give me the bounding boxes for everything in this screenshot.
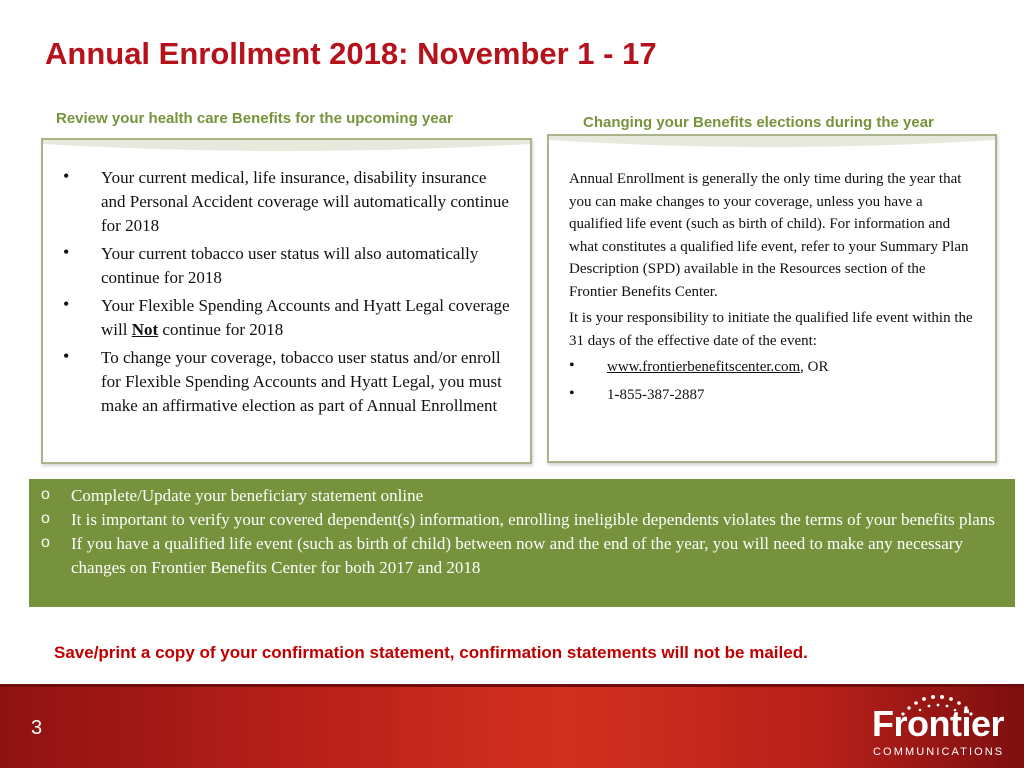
list-item-text-end: continue for 2018 <box>158 320 284 339</box>
phone-number: 1-855-387-2887 <box>607 386 705 403</box>
list-item-text: It is important to verify your covered dependent(s) information, enrolling ineligible dependents violates the terms of your benefits plans <box>71 510 995 529</box>
action-items-box <box>29 479 1015 607</box>
emphasis-not: Not <box>131 320 159 339</box>
list-item-text: Complete/Update your beneficiary statement online <box>71 486 424 505</box>
logo-subtitle: COMMUNICATIONS <box>873 746 1005 758</box>
list-item <box>61 294 511 342</box>
frontier-logo <box>864 693 1020 765</box>
right-info-panel <box>547 134 997 463</box>
bullet-marker: • <box>63 294 70 314</box>
slide-title: Annual Enrollment 2018: November 1 - 17 <box>45 36 657 71</box>
bullet-marker: • <box>63 166 70 186</box>
list-item <box>569 356 974 379</box>
panel-swoosh-decoration <box>549 136 995 154</box>
bullet-marker: o <box>41 534 50 551</box>
bullet-marker: • <box>569 384 575 402</box>
footer-bar <box>0 684 1024 768</box>
right-column-heading: Changing your Benefits elections during the year <box>583 114 934 131</box>
contact-list <box>569 356 974 406</box>
left-info-panel <box>41 138 532 464</box>
bullet-marker: o <box>41 486 50 503</box>
list-item-text: Your current tobacco user status will also automatically continue for 2018 <box>101 244 479 287</box>
bullet-marker: • <box>63 242 70 262</box>
list-item-text: Your current medical, life insurance, disability insurance and Personal Accident coverage will automatically continue for 2018 <box>101 168 509 235</box>
list-item-text: To change your coverage, tobacco user status and/or enroll for Flexible Spending Accounts and Hyatt Legal, you must make an affirmative election as part of Annual Enrollment <box>101 348 502 415</box>
logo-wordmark: Frontier <box>872 703 1005 744</box>
bullet-marker: • <box>569 357 575 374</box>
confirmation-notice: Save/print a copy of your confirmation statement, confirmation statements will not be mailed. <box>54 643 808 662</box>
bullet-marker: o <box>41 510 50 527</box>
list-item <box>61 242 511 290</box>
link-suffix: , OR <box>800 359 829 375</box>
list-item <box>41 532 1005 580</box>
list-item <box>41 508 1005 532</box>
list-item-text: If you have a qualified life event (such as birth of child) between now and the end of the year, you will need to make any necessary changes on Frontier Benefits Center for both 2017 and 2018 <box>71 534 963 577</box>
list-item <box>61 346 511 418</box>
coverage-bullet-list <box>61 166 511 422</box>
benefits-center-link[interactable]: www.frontierbenefitscenter.com <box>607 359 801 375</box>
list-item <box>41 484 1005 508</box>
list-item <box>569 384 974 407</box>
action-items-list <box>41 484 1005 580</box>
left-column-heading: Review your health care Benefits for the upcoming year <box>56 110 453 127</box>
panel-swoosh-decoration <box>43 140 530 158</box>
responsibility-paragraph: It is your responsibility to initiate the qualified life event within the 31 days of the effective date of the event: <box>569 310 973 349</box>
list-item <box>61 166 511 238</box>
right-panel-body <box>569 168 974 411</box>
enrollment-paragraph: Annual Enrollment is generally the only time during the year that you can make changes to your coverage, unless you have a qualified life event (such as birth of child). For information and what constitutes a qualified life event, refer to your Summary Plan Description (SPD) available in the Resources section of the Frontier Benefits Center. <box>569 171 969 300</box>
list-item-text-start: Your Flexible Spending Accounts and Hyatt Legal coverage will <box>101 296 510 339</box>
bullet-marker: • <box>63 346 70 366</box>
page-number: 3 <box>31 717 43 739</box>
